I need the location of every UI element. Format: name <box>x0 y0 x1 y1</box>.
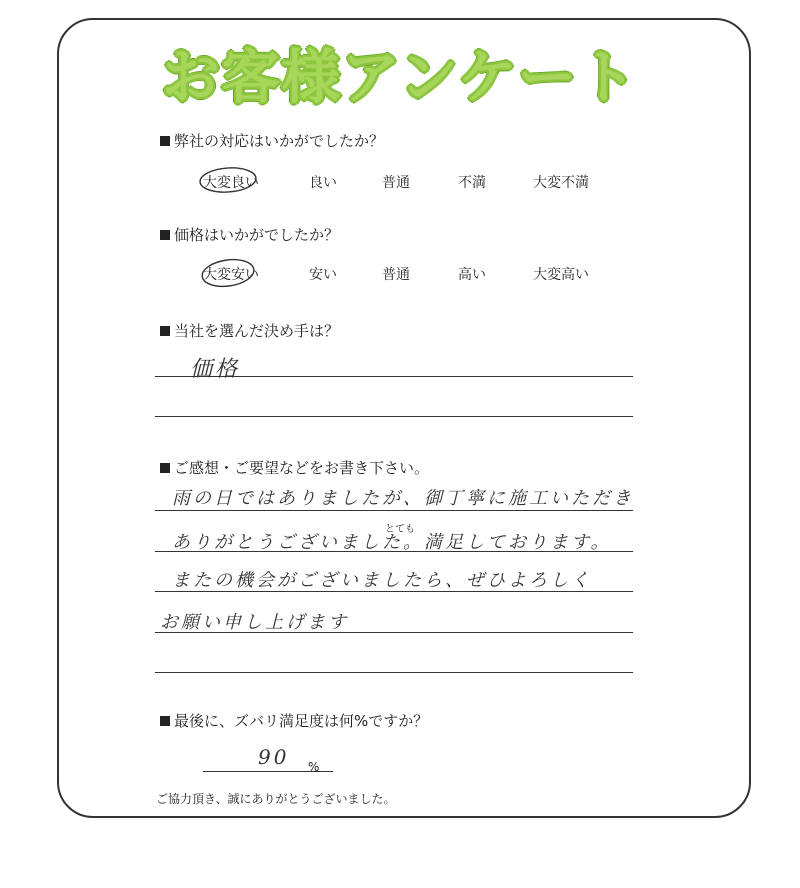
satisfaction-value: 90 <box>258 745 290 769</box>
comment-line-1: 雨の日ではありましたが、御丁寧に施工いただき <box>172 488 634 509</box>
q1-option-2[interactable]: 良い <box>309 175 337 191</box>
comment-line-2: ありがとうございました。満足しております。 <box>172 532 612 553</box>
satisfaction-unit: % <box>308 760 320 774</box>
q1-option-4[interactable]: 不満 <box>458 175 486 191</box>
q2-option-4[interactable]: 高い <box>458 267 486 283</box>
footer-thanks: ご協力頂き、誠にありがとうございました。 <box>156 792 396 806</box>
q1-option-3[interactable]: 普通 <box>382 175 410 191</box>
q1-option-5[interactable]: 大変不満 <box>533 175 589 191</box>
comment-line-4: お願い申し上げます <box>160 612 349 633</box>
question-1-label: 弊社の対応はいかがでしたか？ <box>174 132 385 150</box>
q2-option-3[interactable]: 普通 <box>382 267 410 283</box>
comment-line-3: またの機会がございましたら、ぜひよろしく <box>172 570 592 591</box>
q1-selection-circle <box>199 166 257 194</box>
comment-note: とても <box>385 524 415 535</box>
q1-option-1[interactable]: 大変良い <box>203 175 259 191</box>
q2-option-5[interactable]: 大変高い <box>533 267 589 283</box>
question-5-label: 最後に、ズバリ満足度は何%ですか？ <box>174 712 429 730</box>
question-2-label: 価格はいかがでしたか？ <box>174 226 340 244</box>
q3-answer: 価格 <box>190 357 241 382</box>
question-3-label: 当社を選んだ決め手は？ <box>174 322 340 340</box>
q2-selection-circle <box>200 257 255 290</box>
survey-title: お客様アンケート <box>161 43 639 111</box>
q2-option-2[interactable]: 安い <box>309 267 337 283</box>
question-4-label: ご感想・ご要望などをお書き下さい。 <box>174 459 430 477</box>
q2-option-1[interactable]: 大変安い <box>203 267 259 283</box>
